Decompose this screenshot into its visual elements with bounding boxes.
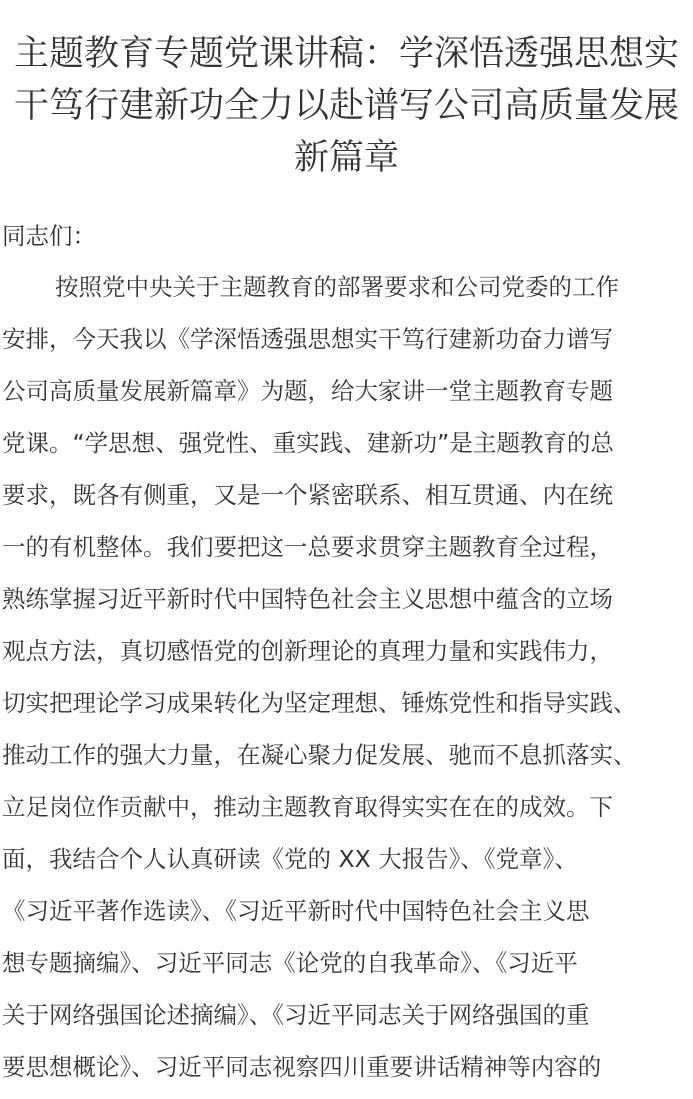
body-line: 《习近平著作选读》、《习近平新时代中国特色社会主义思	[2, 897, 590, 925]
body-line: 想专题摘编》、习近平同志《论党的自我革命》、《习近平	[2, 949, 578, 977]
body-line: 一的有机整体。我们要把这一总要求贯穿主题教育全过程，	[2, 533, 613, 561]
body-line: 推动工作的强大力量，在凝心聚力促发展、驰而不息抓落实、	[2, 741, 637, 769]
title-line: 主题教育专题党课讲稿：学深悟透强思想实	[13, 34, 679, 74]
body-line: 观点方法，真切感悟党的创新理论的真理力量和实践伟力，	[2, 637, 613, 665]
body-line: 熟练掌握习近平新时代中国特色社会主义思想中蕴含的立场	[2, 585, 613, 613]
greeting: 同志们：	[2, 222, 96, 250]
body-line: 要思想概论》、习近平同志视察四川重要讲话精神等内容的	[2, 1053, 602, 1081]
body-paragraph	[2, 267, 693, 1099]
body-line: 公司高质量发展新篇章》为题，给大家讲一堂主题教育专题	[2, 377, 613, 405]
title-line: 干笃行建新功全力以赴谱写公司高质量发展	[13, 86, 679, 126]
body-line: 立足岗位作贡献中，推动主题教育取得实实在在的成效。下	[2, 793, 613, 821]
body-line: 关于网络强国论述摘编》、《习近平同志关于网络强国的重	[2, 1001, 590, 1029]
title-line: 新篇章	[293, 138, 399, 178]
body-line: 面，我结合个人认真研读《党的 XX 大报告》、《党章》、	[2, 845, 578, 873]
document-title	[0, 28, 693, 184]
body-line: 安排，今天我以《学深悟透强思想实干笃行建新功奋力谱写	[2, 325, 613, 353]
body-line: 党课。“学思想、强党性、重实践、建新功”是主题教育的总	[2, 429, 614, 457]
body-line: 切实把理论学习成果转化为坚定理想、锤炼党性和指导实践、	[2, 689, 637, 717]
body-line: 要求，既各有侧重，又是一个紧密联系、相互贯通、内在统	[2, 481, 613, 509]
body-line: 按照党中央关于主题教育的部署要求和公司党委的工作	[55, 273, 619, 301]
